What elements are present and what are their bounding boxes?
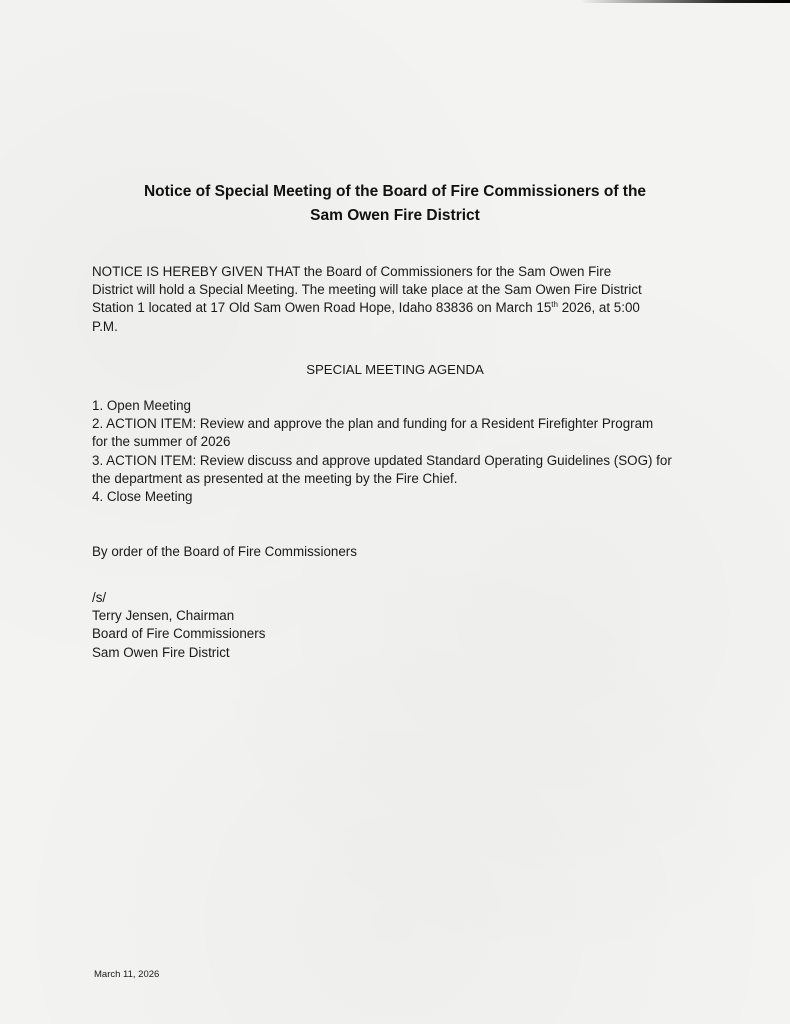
agenda-item-continuation: the department as presented at the meeting by the Fire Chief. bbox=[92, 470, 458, 486]
notice-paragraph bbox=[92, 263, 712, 336]
notice-line-4: P.M. bbox=[92, 318, 118, 334]
agenda-item: 2. ACTION ITEM: Review and approve the plan and funding for a Resident Firefighter Program bbox=[92, 416, 654, 432]
document-title bbox=[0, 180, 790, 228]
signature-block bbox=[92, 589, 265, 662]
agenda-heading: SPECIAL MEETING AGENDA bbox=[306, 362, 484, 377]
ordinal-suffix: th bbox=[551, 300, 558, 310]
agenda-item: 3. ACTION ITEM: Review discuss and approve updated Standard Operating Guidelines (SOG) for bbox=[92, 452, 672, 468]
signature-mark: /s/ bbox=[92, 590, 107, 605]
signer-org: Board of Fire Commissioners bbox=[92, 626, 266, 642]
title-line-1: Notice of Special Meeting of the Board of Fire Commissioners of the bbox=[143, 183, 647, 200]
notice-line-1: NOTICE IS HEREBY GIVEN THAT the Board of Commissioners for the Sam Owen Fire bbox=[92, 264, 612, 279]
notice-line-3-post: 2026, at 5:00 bbox=[557, 300, 640, 316]
agenda-item: 1. Open Meeting bbox=[92, 398, 192, 413]
notice-line-3-pre: Station 1 located at 17 Old Sam Owen Road Hope, Idaho 83836 on March 15 bbox=[92, 300, 552, 316]
agenda-list bbox=[92, 397, 712, 506]
footer-date: March 11, 2026 bbox=[94, 969, 160, 980]
title-line-2: Sam Owen Fire District bbox=[310, 207, 480, 224]
notice-line-3 bbox=[92, 299, 712, 317]
notice-line-2: District will hold a Special Meeting. The meeting will take place at the Sam Owen Fire District bbox=[92, 282, 642, 298]
signer-name: Terry Jensen, Chairman bbox=[92, 608, 235, 624]
agenda-item: 4. Close Meeting bbox=[92, 489, 193, 505]
scan-edge-shadow bbox=[580, 0, 790, 3]
signer-district: Sam Owen Fire District bbox=[92, 644, 230, 660]
agenda-item-continuation: for the summer of 2026 bbox=[92, 434, 231, 450]
signoff-line: By order of the Board of Fire Commissioners bbox=[92, 544, 357, 559]
